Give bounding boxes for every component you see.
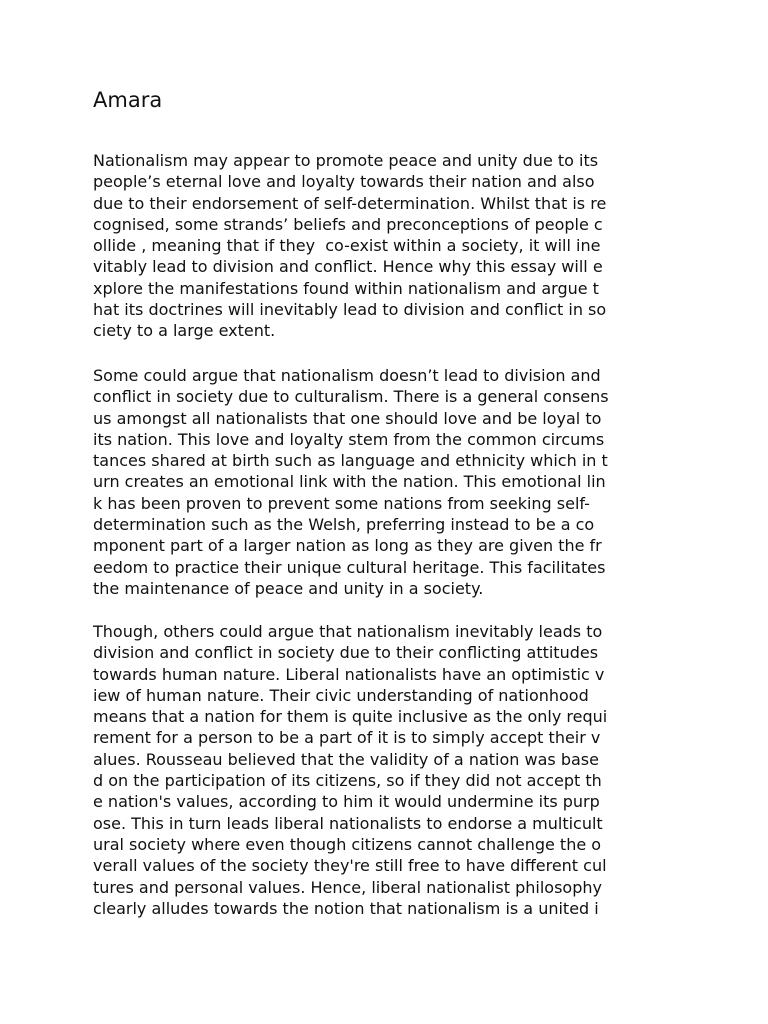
- text-line: conflict in society due to culturalism. There is a general consens: [93, 387, 609, 407]
- paragraph-argument-for: [93, 365, 693, 599]
- text-line: division and conflict in society due to their conflicting attitudes: [93, 643, 599, 663]
- text-line: vitably lead to division and conflict. Hence why this essay will e: [93, 257, 603, 277]
- text-line: ural society where even though citizens cannot challenge the o: [93, 834, 602, 854]
- text-line: ose. This in turn leads liberal nationalists to endorse a multicult: [93, 813, 603, 833]
- text-line: urn creates an emotional link with the nation. This emotional lin: [93, 472, 606, 492]
- text-line: towards human nature. Liberal nationalists have an optimistic v: [93, 664, 605, 684]
- text-line: k has been proven to prevent some nations from seeking self-: [93, 493, 590, 513]
- text-line: Though, others could argue that nationalism inevitably leads to: [93, 622, 603, 641]
- text-line: ciety to a large extent.: [93, 321, 276, 341]
- text-line: people’s eternal love and loyalty towards their nation and also: [93, 172, 595, 192]
- text-line: mponent part of a larger nation as long as they are given the fr: [93, 536, 602, 556]
- text-line: xplore the manifestations found within nationalism and argue t: [93, 278, 599, 298]
- text-line: cognised, some strands’ beliefs and preconceptions of people c: [93, 214, 603, 234]
- document-title: Amara: [93, 88, 163, 112]
- text-line: us amongst all nationalists that one should love and be loyal to: [93, 408, 602, 428]
- text-line: e nation's values, according to him it would undermine its purp: [93, 792, 600, 812]
- text-line: tances shared at birth such as language and ethnicity which in t: [93, 451, 608, 471]
- text-line: tures and personal values. Hence, liberal nationalist philosophy: [93, 877, 602, 897]
- text-line: due to their endorsement of self-determination. Whilst that is re: [93, 193, 607, 213]
- text-line: ollide , meaning that if they co-exist within a society, it will ine: [93, 236, 601, 256]
- text-line: Some could argue that nationalism doesn’t lead to division and: [93, 366, 601, 385]
- text-line: the maintenance of peace and unity in a society.: [93, 578, 484, 598]
- text-line: d on the participation of its citizens, so if they did not accept th: [93, 771, 602, 791]
- text-line: rement for a person to be a part of it is to simply accept their v: [93, 728, 601, 748]
- text-line: means that a nation for them is quite inclusive as the only requi: [93, 707, 608, 727]
- paragraph-argument-against: [93, 621, 693, 919]
- text-line: alues. Rousseau believed that the validity of a nation was base: [93, 749, 599, 769]
- text-line: hat its doctrines will inevitably lead to division and conflict in so: [93, 300, 607, 320]
- text-line: determination such as the Welsh, preferring instead to be a co: [93, 515, 595, 535]
- text-line: verall values of the society they're still free to have different cul: [93, 856, 607, 876]
- text-line: Nationalism may appear to promote peace and unity due to its: [93, 151, 599, 170]
- paragraph-intro: [93, 150, 693, 342]
- text-line: clearly alludes towards the notion that nationalism is a united i: [93, 898, 599, 918]
- text-line: eedom to practice their unique cultural heritage. This facilitates: [93, 557, 606, 577]
- text-line: iew of human nature. Their civic understanding of nationhood: [93, 685, 589, 705]
- text-line: its nation. This love and loyalty stem from the common circums: [93, 429, 605, 449]
